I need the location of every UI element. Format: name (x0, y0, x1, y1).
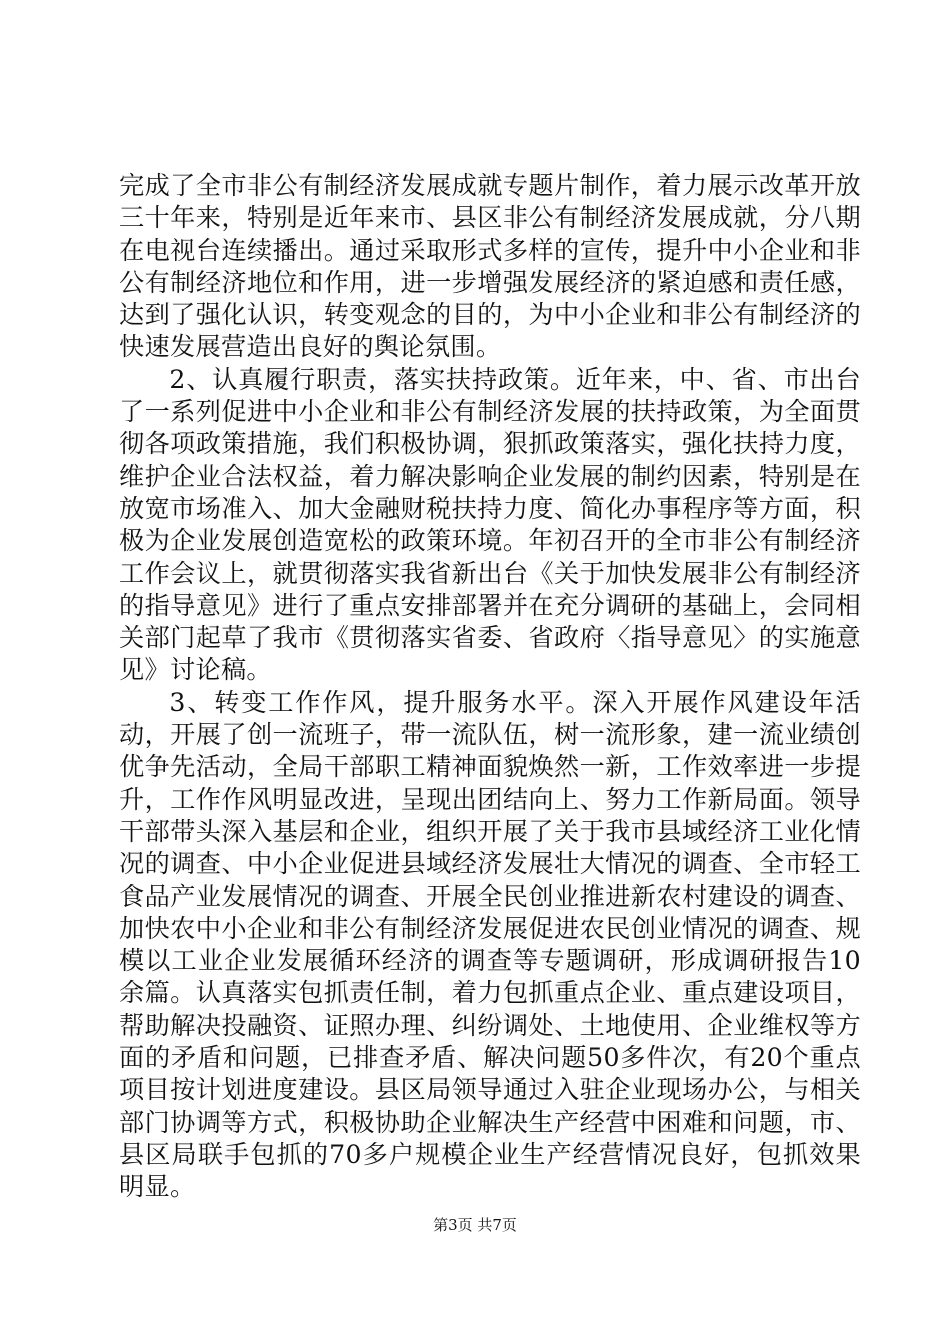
paragraph-item-3: 3、转变工作作风，提升服务水平。深入开展作风建设年活动，开展了创一流班子，带一流队伍，树一流形象，建一流业绩创优争先活动，全局干部职工精神面貌焕然一新，工作效率进一步提升，工作作风明显改进，呈现出团结向上、努力工作新局面。领导干部带头深入基层和企业，组织开展了关于我市县域经济工业化情况的调查、中小企业促进县域经济发展壮大情况的调查、全市轻工食品产业发展情况的调查、开展全民创业推进新农村建设的调查、加快农中小企业和非公有制经济发展促进农民创业情况的调查、规模以工业企业发展循环经济的调查等专题调研，形成调研报告10余篇。认真落实包抓责任制，着力包抓重点企业、重点建设项目，帮助解决投融资、证照办理、纠纷调处、土地使用、企业维权等方面的矛盾和问题，已排查矛盾、解决问题50多件次，有20个重点项目按计划进度建设。县区局领导通过入驻企业现场办公，与相关部门协调等方式，积极协助企业解决生产经营中困难和问题，市、县区局联手包抓的70多户规模企业生产经营情况良好，包抓效果明显。 (119, 687, 861, 1202)
paragraph-item-2: 2、认真履行职责，落实扶持政策。近年来，中、省、市出台了一系列促进中小企业和非公有制经济发展的扶持政策，为全面贯彻各项政策措施，我们积极协调，狠抓政策落实，强化扶持力度，维护企业合法权益，着力解决影响企业发展的制约因素，特别是在放宽市场准入、加大金融财税扶持力度、简化办事程序等方面，积极为企业发展创造宽松的政策环境。年初召开的全市非公有制经济工作会议上，就贯彻落实我省新出台《关于加快发展非公有制经济的指导意见》进行了重点安排部署并在充分调研的基础上，会同相关部门起草了我市《贯彻落实省委、省政府〈指导意见〉的实施意见》讨论稿。 (119, 364, 861, 685)
page-number-footer: 第3页 共7页 (433, 1216, 517, 1234)
paragraph-continuation: 完成了全市非公有制经济发展成就专题片制作，着力展示改革开放三十年来，特别是近年来市、县区非公有制经济发展成就，分八期在电视台连续播出。通过采取形式多样的宣传，提升中小企业和非公有制经济地位和作用，进一步增强发展经济的紧迫感和责任感，达到了强化认识，转变观念的目的，为中小企业和非公有制经济的快速发展营造出良好的舆论氛围。 (119, 171, 861, 362)
document-body (119, 170, 861, 1204)
